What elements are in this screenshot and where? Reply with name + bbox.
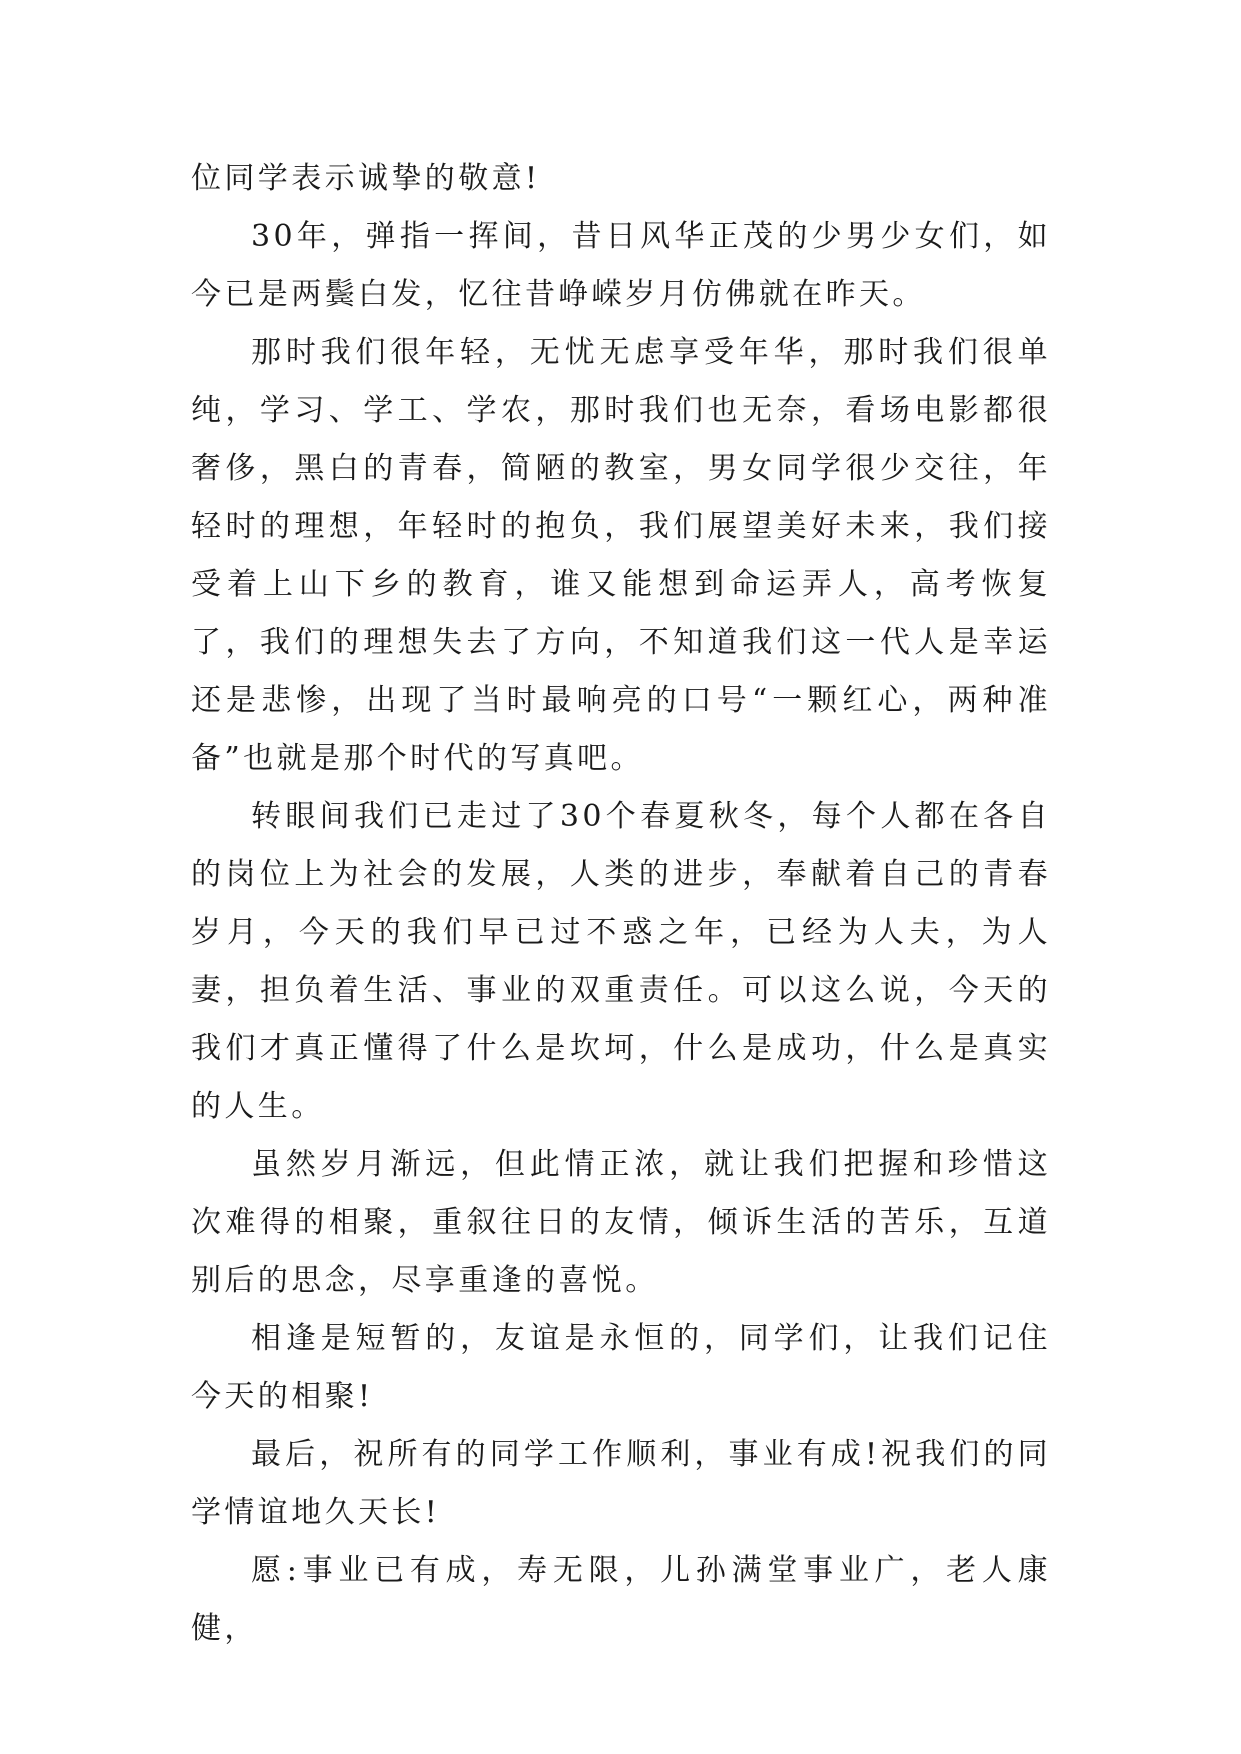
paragraph-best-wishes: 最后，祝所有的同学工作顺利，事业有成!祝我们的同学情谊地久天长! <box>191 1437 1051 1530</box>
paragraph-continuation: 位同学表示诚挚的敬意! <box>191 161 541 196</box>
paragraph-blessing: 愿:事业已有成，寿无限，儿孙满堂事业广，老人康健， <box>191 1553 1051 1646</box>
paragraph-reunion: 虽然岁月渐远，但此情正浓，就让我们把握和珍惜这次难得的相聚，重叙往日的友情，倾诉生活的苦乐，互道别后的思念，尽享重逢的喜悦。 <box>191 1147 1051 1298</box>
paragraph-friendship: 相逢是短暂的，友谊是永恒的，同学们，让我们记住今天的相聚! <box>191 1321 1051 1414</box>
paragraph-youth-memories: 那时我们很年轻，无忧无虑享受年华，那时我们很单纯，学习、学工、学农，那时我们也无奈，看场电影都很奢侈，黑白的青春，简陋的教室，男女同学很少交往，年轻时的理想，年轻时的抱负，我们展望美好未来，我们接受着上山下乡的教育，谁又能想到命运弄人，高考恢复了，我们的理想失去了方向，不知道我们这一代人是幸运还是悲惨，出现了当时最响亮的口号“一颗红心，两种准备”也就是那个时代的写真吧。 <box>191 335 1051 776</box>
paragraph-thirty-years: 30年，弹指一挥间，昔日风华正茂的少男少女们，如今已是两鬓白发，忆往昔峥嵘岁月仿佛就在昨天。 <box>191 219 1051 312</box>
paragraph-thirty-seasons: 转眼间我们已走过了30个春夏秋冬，每个人都在各自的岗位上为社会的发展，人类的进步，奉献着自己的青春岁月，今天的我们早已过不惑之年，已经为人夫，为人妻，担负着生活、事业的双重责任。可以这么说，今天的我们才真正懂得了什么是坎坷，什么是成功，什么是真实的人生。 <box>191 799 1051 1124</box>
document-body <box>191 150 1051 1658</box>
